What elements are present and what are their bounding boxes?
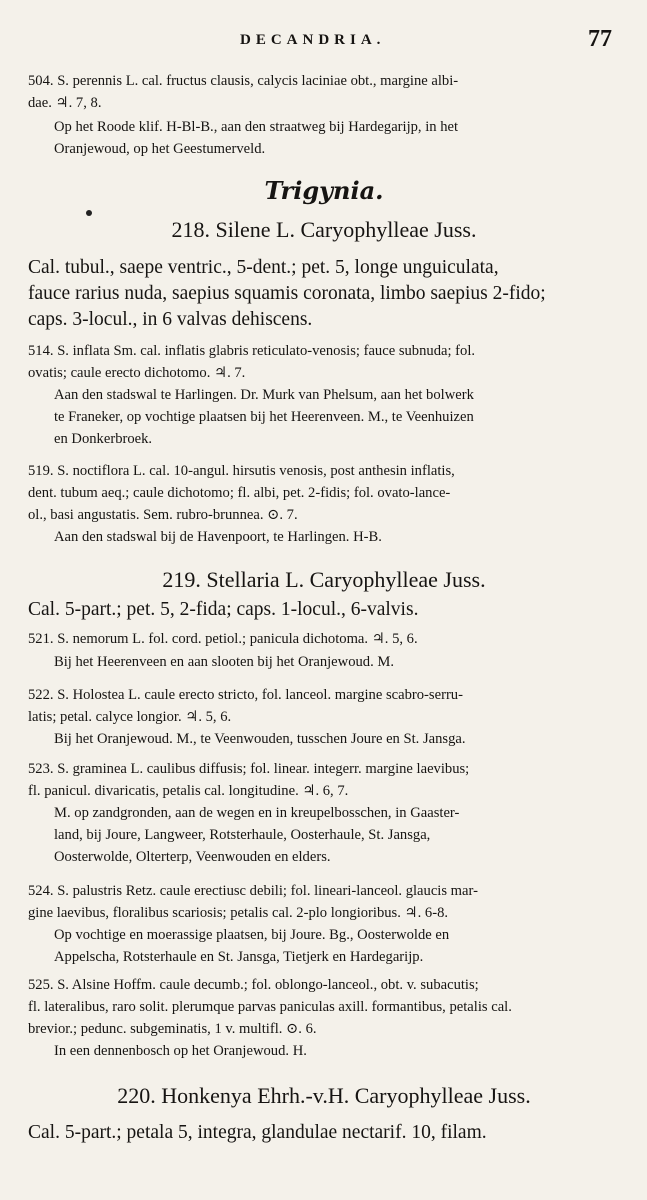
- genus-description-219: [28, 597, 620, 623]
- genus-heading-220: 220. Honkenya Ehrh.-v.H. Caryophylleae Juss.: [117, 1083, 531, 1108]
- locality-line: Bij het Oranjewoud. M., te Veenwouden, tusschen Joure en St. Jansga.: [54, 731, 466, 747]
- entry-line: 504. S. perennis L. cal. fructus clausis, calycis laciniae obt., margine albi-: [28, 73, 459, 89]
- species-entry-523: [28, 758, 646, 802]
- entry-line: dae. ♃. 7, 8.: [28, 95, 102, 111]
- entry-line: 514. S. inflata Sm. cal. inflatis glabris reticulato-venosis; fauce subnuda; fol.: [28, 343, 476, 359]
- entry-line: fl. panicul. divaricatis, petalis cal. longitudine. ♃. 6, 7.: [28, 783, 349, 799]
- entry-line: gine laevibus, floralibus scariosis; petalis cal. 2-plo longioribus. ♃. 6-8.: [28, 905, 449, 921]
- genus-heading-218: 218. Silene L. Caryophylleae Juss.: [171, 217, 477, 242]
- entry-line: 524. S. palustris Retz. caule erectiusc debili; fol. lineari-lanceol. glaucis mar-: [28, 883, 478, 899]
- locality-524: [28, 924, 620, 968]
- entry-line: dent. tubum aeq.; caule dichotomo; fl. albi, pet. 2-fidis; fol. ovato-lance-: [28, 485, 451, 501]
- description-line: caps. 3-locul., in 6 valvas dehiscens.: [28, 309, 313, 330]
- locality-line: Aan den stadswal te Harlingen. Dr. Murk van Phelsum, aan het bolwerk: [54, 387, 474, 403]
- species-entry-522: [28, 684, 646, 728]
- locality-523: [28, 802, 620, 868]
- locality-514: [28, 384, 620, 450]
- locality-line: In een dennenbosch op het Oranjewoud. H.: [54, 1043, 307, 1059]
- locality-line: te Franeker, op vochtige plaatsen bij het Heerenveen. M., te Veenhuizen: [54, 409, 474, 425]
- species-entry-519: [28, 460, 646, 526]
- locality-line: en Donkerbroek.: [54, 431, 153, 447]
- running-title: DECANDRIA.: [240, 32, 386, 48]
- genus-description-218: [28, 255, 620, 333]
- entry-line: fl. lateralibus, raro solit. plerumque parvas paniculas axill. formantibus, petalis cal.: [28, 999, 512, 1015]
- entry-line: 521. S. nemorum L. fol. cord. petiol.; panicula dichotoma. ♃. 5, 6.: [28, 631, 418, 647]
- locality-504: [28, 116, 620, 160]
- locality-line: Op vochtige en moerassige plaatsen, bij Joure. Bg., Oosterwolde en: [54, 927, 450, 943]
- entry-line: 519. S. noctiflora L. cal. 10-angul. hirsutis venosis, post anthesin inflatis,: [28, 463, 455, 479]
- entry-line: ol., basi angustatis. Sem. rubro-brunnea. ⊙. 7.: [28, 507, 298, 523]
- locality-line: M. op zandgronden, aan de wegen en in kreupelbosschen, in Gaaster-: [54, 805, 460, 821]
- entry-line: brevior.; pedunc. subgeminatis, 1 v. multifl. ⊙. 6.: [28, 1021, 317, 1037]
- locality-line: Aan den stadswal bij de Havenpoort, te Harlingen. H-B.: [54, 529, 382, 545]
- locality-line: Op het Roode klif. H-Bl-B., aan den straatweg bij Hardegarijp, in het: [54, 119, 459, 135]
- entry-line: ovatis; caule erecto dichotomo. ♃. 7.: [28, 365, 246, 381]
- species-entry-521: [28, 628, 646, 650]
- description-line: Cal. 5-part.; petala 5, integra, glandulae nectarif. 10, filam.: [28, 1122, 487, 1143]
- page-number: 77: [588, 26, 612, 52]
- section-title: Trigynia.: [264, 176, 384, 205]
- locality-line: Oosterwolde, Olterterp, Veenwouden en elders.: [54, 849, 331, 865]
- entry-line: 525. S. Alsine Hoffm. caule decumb.; fol. oblongo-lanceol., obt. v. subacutis;: [28, 977, 479, 993]
- species-entry-504: [28, 70, 646, 114]
- entry-line: 522. S. Holostea L. caule erecto stricto, fol. lanceol. margine scabro-serru-: [28, 687, 463, 703]
- locality-line: Appelscha, Rotsterhaule en St. Jansga, Tietjerk en Hardegarijp.: [54, 949, 424, 965]
- locality-525: [28, 1040, 620, 1062]
- entry-line: latis; petal. calyce longior. ♃. 5, 6.: [28, 709, 232, 725]
- locality-522: [28, 728, 620, 750]
- locality-519: [28, 526, 620, 548]
- genus-heading-219: 219. Stellaria L. Caryophylleae Juss.: [162, 567, 486, 592]
- species-entry-514: [28, 340, 646, 384]
- locality-line: Bij het Heerenveen en aan slooten bij het Oranjewoud. M.: [54, 654, 395, 670]
- page-header: [0, 26, 647, 54]
- species-entry-524: [28, 880, 646, 924]
- description-line: fauce rarius nuda, saepius squamis coronata, limbo saepius 2-fido;: [28, 283, 546, 304]
- locality-521: [28, 651, 620, 673]
- entry-line: 523. S. graminea L. caulibus diffusis; fol. linear. integerr. margine laevibus;: [28, 761, 470, 777]
- description-line: Cal. tubul., saepe ventric., 5-dent.; pet. 5, longe unguiculata,: [28, 257, 499, 278]
- genus-description-220: [28, 1120, 620, 1146]
- description-line: Cal. 5-part.; pet. 5, 2-fida; caps. 1-locul., 6-valvis.: [28, 599, 419, 620]
- locality-line: land, bij Joure, Langweer, Rotsterhaule, Oosterhaule, St. Jansga,: [54, 827, 431, 843]
- species-entry-525: [28, 974, 646, 1040]
- locality-line: Oranjewoud, op het Geestumerveld.: [54, 141, 266, 157]
